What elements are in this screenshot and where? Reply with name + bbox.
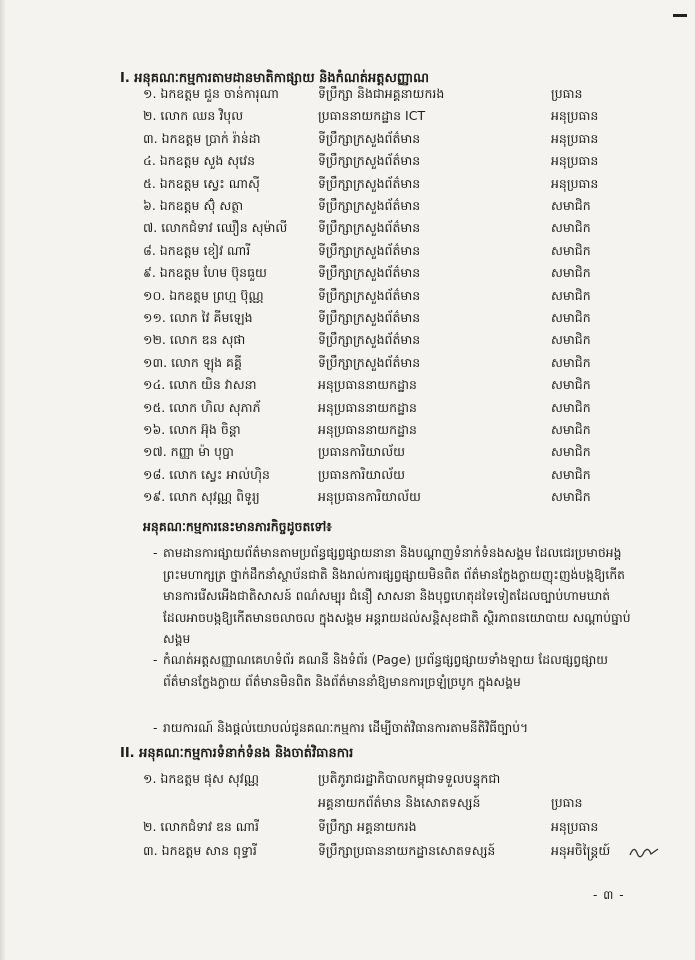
- member-name: ១. ឯកឧត្តម ជួន ចាន់ការុណា: [143, 86, 279, 101]
- member-role: សមាជិក: [551, 466, 591, 482]
- member-row: [0, 489, 695, 511]
- section2-heading: II. អនុគណៈកម្មការទំនាក់ទំនង និងចាត់វិធានការ: [120, 746, 354, 761]
- member-role: សមាជិក: [551, 220, 591, 236]
- member-name: ១០. ឯកឧត្តម ព្រហ្ម ប៊ុណ្ណ: [143, 287, 264, 303]
- member-role: សមាជិក: [551, 310, 591, 325]
- member-role: ប្រធាន: [551, 795, 583, 810]
- member-role: សមាជិក: [551, 377, 591, 393]
- member-title: ទីប្រឹក្សាក្រសួងព័ត៌មាន: [318, 265, 421, 281]
- member-row: [0, 243, 695, 265]
- member-name: ១៩. លោក សុវណ្ណ ពិទូរ្យ: [143, 489, 260, 505]
- member-name: ៧. លោកជំទាវ ឈឿន សុម៉ាលី: [143, 220, 288, 236]
- member-title: ទីប្រឹក្សា និងជាអគ្គនាយករង: [318, 86, 445, 101]
- signature-scribble: [628, 843, 662, 859]
- member-row: [0, 176, 695, 198]
- section2-member-row: [0, 843, 695, 865]
- member-name: ១៨. លោក ស្វេះ អាល់ហ៊ិន: [143, 466, 270, 482]
- member-title: ប្រធានការិយាល័យ: [318, 444, 406, 460]
- member-role: សមាជិក: [551, 489, 591, 505]
- duty-item: [153, 718, 633, 740]
- member-title: អនុប្រធាននាយកដ្ឋាន: [318, 377, 417, 393]
- member-role: សមាជិក: [551, 444, 591, 460]
- member-role: អនុប្រធាន: [551, 153, 599, 169]
- member-title: ទីប្រឹក្សាក្រសួងព័ត៌មាន: [318, 198, 421, 213]
- page-number: - ៣ -: [593, 888, 625, 902]
- member-role: សមាជិក: [551, 332, 591, 348]
- member-role: សមាជិក: [551, 354, 591, 370]
- member-name: ១៤. លោក យិន វាសនា: [143, 377, 257, 393]
- member-name: ១២. លោក ឌន សុផា: [143, 332, 246, 348]
- member-row: [0, 444, 695, 466]
- member-role: សមាជិក: [551, 399, 591, 415]
- member-title: ទីប្រឹក្សាក្រសួងព័ត៌មាន: [318, 332, 421, 348]
- member-name: ៩. ឯកឧត្តម ហែម ប៊ុនធួយ: [143, 265, 267, 281]
- member-role: អនុអចិន្ត្រៃយ៍: [551, 843, 611, 858]
- member-title: ប្រតិភូរាជរដ្ឋាភិបាលកម្ពុជាទទួលបន្ទុកជា: [318, 771, 501, 786]
- member-role: សមាជិក: [551, 198, 591, 213]
- duty-text: កំណត់អត្តសញ្ញាណគេហទំព័រ គណនី និងទំព័រ (Page) ប្រព័ន្ធផ្សព្វផ្សាយទាំងឡាយ ដែលផ្សព្វផ្សាយព័ត៌មានក្លែងក្លាយ ព័ត៌មានមិនពិត និងព័ត៌មាននាំឱ្យមានការច្រឡំច្របូក ក្នុងសង្គម: [163, 653, 608, 689]
- member-row: [0, 220, 695, 242]
- bullet-dash: -: [153, 546, 158, 560]
- member-title: ទីប្រឹក្សាក្រសួងព័ត៌មាន: [318, 242, 421, 258]
- member-row: [0, 422, 695, 444]
- bullet-dash: -: [153, 721, 158, 735]
- member-role: ប្រធាន: [551, 86, 583, 101]
- member-name: ៤. ឯកឧត្តម សួង សុវេន: [143, 153, 256, 169]
- member-title: ទីប្រឹក្សាក្រសួងព័ត៌មាន: [318, 130, 421, 146]
- member-row: [0, 377, 695, 399]
- member-row: [0, 265, 695, 287]
- member-name: ៦. ឯកឧត្តម ស៊ុំ សត្ថា: [143, 198, 244, 213]
- member-role: អនុប្រធាន: [551, 108, 599, 124]
- member-row: [0, 467, 695, 489]
- member-name: ១៣. លោក ឡុង គគ្គី: [143, 354, 242, 370]
- member-name: ២. លោក ឈន វិបុល: [143, 108, 244, 124]
- member-row: [0, 198, 695, 220]
- member-title: អគ្គនាយកព័ត៌មាន និងសោតទស្សន៍: [318, 795, 481, 810]
- member-title: ទីប្រឹក្សាក្រសួងព័ត៌មាន: [318, 175, 421, 191]
- member-row: [0, 108, 695, 130]
- member-title: ទីប្រឹក្សាក្រសួងព័ត៌មាន: [318, 220, 421, 236]
- section2-member-row: [0, 771, 695, 793]
- member-row: [0, 153, 695, 175]
- duty-item: [153, 543, 633, 651]
- member-role: សមាជិក: [551, 265, 591, 281]
- duties-heading: អនុគណៈកម្មការនេះមានភារកិច្ចដូចតទៅ៖: [143, 519, 332, 534]
- member-title: ទីប្រឹក្សាក្រសួងព័ត៌មាន: [318, 153, 421, 169]
- duty-text: រាយការណ៍ និងផ្តល់យោបល់ជូនគណៈកម្មការ ដើម្បីចាត់វិធានការតាមនីតិវិធីច្បាប់។: [163, 721, 529, 735]
- member-title: ទីប្រឹក្សាក្រសួងព័ត៌មាន: [318, 310, 421, 325]
- member-name: ១១. លោក វៃ គីមឡេង: [143, 310, 253, 325]
- section2-member-row: [0, 819, 695, 841]
- member-name: ៣. ឯកឧត្តម សាន ពុទ្ធារី: [143, 843, 257, 858]
- member-title: ទីប្រឹក្សា អគ្គនាយករង: [318, 819, 417, 834]
- member-role: សមាជិក: [551, 287, 591, 303]
- member-row: [0, 310, 695, 332]
- member-row: [0, 288, 695, 310]
- member-row: [0, 355, 695, 377]
- member-name: ៣. ឯកឧត្តម ប្រាក់ រ៉ាន់ដា: [143, 130, 261, 146]
- member-row: [0, 400, 695, 422]
- member-role: អនុប្រធាន: [551, 175, 599, 191]
- member-name: ៥. ឯកឧត្តម ស្វេះ ណាស៊ី: [143, 175, 260, 191]
- member-name: ១៧. កញ្ញា ម៉ា បុប្ផា: [143, 444, 234, 460]
- section1-heading: I. អនុគណៈកម្មការតាមដានមាតិកាផ្សាយ និងកំណត់អត្តសញ្ញាណ: [120, 71, 430, 86]
- member-name: ១៥. លោក ហិល សុភាភ័: [143, 399, 261, 415]
- member-name: ១. ឯកឧត្តម ផុស សុវណ្ណ: [143, 771, 259, 786]
- member-role: សមាជិក: [551, 422, 591, 437]
- member-name: ៨. ឯកឧត្តម ខៀវ ណារី: [143, 242, 251, 258]
- member-title: ប្រធាននាយកដ្ឋាន ICT: [318, 108, 426, 124]
- member-title: អនុប្រធាននាយកដ្ឋាន: [318, 399, 417, 415]
- member-title: ប្រធានការិយាល័យ: [318, 466, 406, 482]
- member-role: សមាជិក: [551, 242, 591, 258]
- member-title: អនុប្រធានការិយាល័យ: [318, 489, 421, 505]
- member-row: [0, 332, 695, 354]
- member-role: អនុប្រធាន: [551, 819, 599, 834]
- member-title: ទីប្រឹក្សាក្រសួងព័ត៌មាន: [318, 354, 421, 370]
- member-title: អនុប្រធាននាយកដ្ឋាន: [318, 422, 417, 437]
- member-name: ២. លោកជំទាវ ឌន ណារី: [143, 819, 259, 834]
- member-row: [0, 131, 695, 153]
- duty-item: [153, 650, 633, 693]
- member-role: អនុប្រធាន: [551, 130, 599, 146]
- member-title: ទីប្រឹក្សាក្រសួងព័ត៌មាន: [318, 287, 421, 303]
- member-row: [0, 86, 695, 108]
- corner-mark: [673, 14, 687, 17]
- member-name: ១៦. លោក អ៊ុង ចិន្តា: [143, 422, 241, 437]
- member-title: ទីប្រឹក្សាប្រធាននាយកដ្ឋានសោតទស្សន៍: [318, 843, 496, 858]
- duty-text: តាមដានការផ្សាយព័ត៌មានតាមប្រព័ន្ធផ្សព្វផ្សាយនានា និងបណ្តាញទំនាក់ទំនងសង្គម ដែលជេរប្រមាថអង្គព្រះមហាក្សត្រ ថ្នាក់ដឹកនាំស្ថាប័នជាតិ និងរាល់ការផ្សព្វផ្សាយមិនពិត ព័ត៌មានក្លែងក្លាយញុះញង់បង្កឱ្យកើតមានការរើសអើងជាតិសាសន៍ ពណ៌សម្បុរ ជំនឿ សាសនា និងបុព្វហេតុដទៃទៀតដែលច្បាប់ហាមឃាត់ ដែលអាចបង្កឱ្យកើតមានចលាចល ក្នុងសង្គម អន្តរាយដល់សន្តិសុខជាតិ ស្ថិរភាពនយោបាយ សណ្តាប់ធ្នាប់សង្គម: [163, 546, 631, 646]
- bullet-dash: -: [153, 653, 158, 667]
- section2-member-row-cont: [0, 795, 695, 817]
